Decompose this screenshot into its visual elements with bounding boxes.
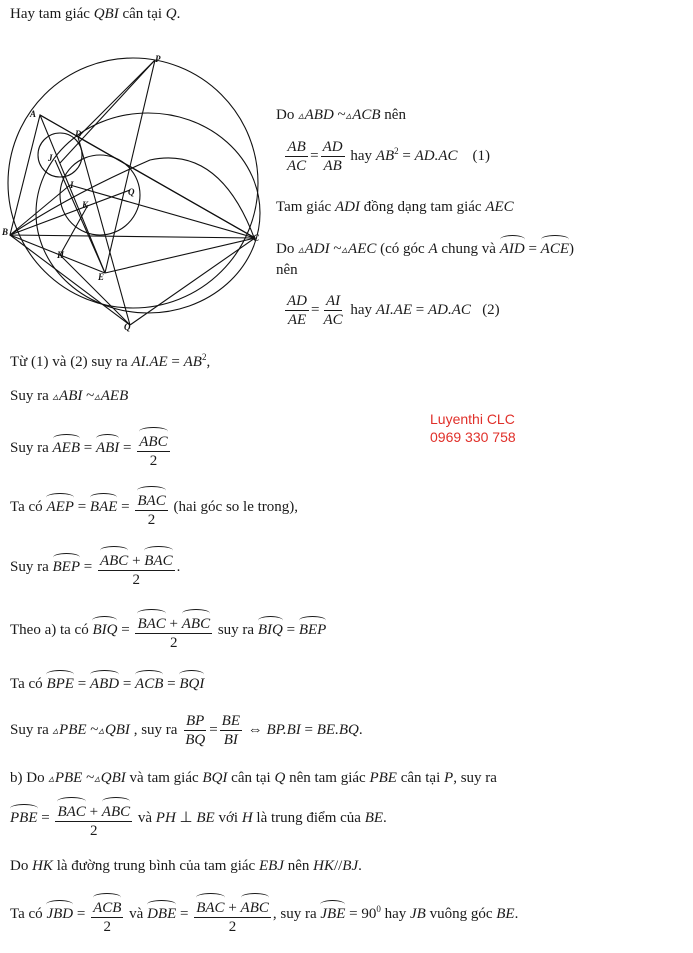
label-C: C (253, 233, 260, 243)
body-line-1: Từ (1) và (2) suy ra $AI.AE = AB^2$, (10, 352, 211, 370)
label-P: P (155, 54, 161, 64)
right-line-4: Do ▵ ADI ~▵ AEC (có góc A chung và AID = ACE) (276, 235, 574, 258)
body-line-12: Ta có JBD = $\frac{\text{ACB}}{2}$ và DBE = $\frac{\text{BAC + ABC}}{2}$ , suy ra JBE = $90^0$ hay JB vuông góc BE. (10, 893, 518, 936)
tag-2: (2) (482, 301, 500, 318)
label-J: J (48, 153, 53, 163)
watermark-phone: 0969 330 758 (430, 429, 516, 445)
body-line-9: b) Do ▵ PBE ~▵ QBI và tam giác BQI cân tại Q nên tam giác PBE cân tại P, suy ra (10, 770, 497, 787)
header-text: Hay tam giác QBI cân tại Q. (10, 6, 181, 22)
label-H: H (57, 250, 65, 260)
tag-1: (1) (472, 147, 491, 164)
label-Q-inner: Q (128, 187, 135, 197)
body-line-7: Ta có BPE = ABD = ACB = BQI (10, 670, 204, 693)
right-line-5: nên (276, 262, 298, 278)
label-E: E (98, 272, 105, 282)
right-line-6: $\frac{AD}{AE}$ = $\frac{AI}{AC}$ hay AI.AE = AD.AC (2) (287, 293, 500, 328)
body-line-11: Do HK là đường trung bình của tam giác EBJ nên HK//BJ. (10, 858, 362, 874)
label-A: A (30, 109, 37, 119)
right-line-1: Do ▵ ABD ~▵ ACB nên (276, 107, 406, 124)
body-line-8: Suy ra ▵ PBE ~▵ QBI , suy ra $\frac{BP}{BQ}$ = $\frac{BE}{BI}$ ⇔ BP.BI = BE.BQ. (10, 712, 363, 749)
body-line-4: Ta có AEP = BAE = $\frac{\text{BAC}}{2}$ (hai góc so le trong), (10, 486, 298, 529)
label-K: K (82, 200, 89, 210)
label-Q-bottom: Q (124, 322, 131, 332)
label-D: D (75, 129, 82, 139)
right-line-2: $\frac{AB}{AC}$ = $\frac{AD}{AB}$ hay $AB^2 = AD.AC$ (1) (287, 139, 491, 174)
right-line-3: Tam giác ADI đồng dạng tam giác AEC (276, 199, 514, 215)
body-line-3: Suy ra AEB = ABI = $\frac{\text{ABC}}{2}$ (10, 427, 172, 470)
body-line-6: Theo a) ta có BIQ = $\frac{\text{BAC + ABC}}{2}$ suy ra BIQ = BEP (10, 609, 326, 652)
watermark-name: Luyenthi CLC (430, 411, 515, 427)
body-line-10: PBE = $\frac{\text{BAC + ABC}}{2}$ và PH ⊥ BE với H là trung điểm của BE. (10, 797, 387, 840)
body-line-2: Suy ra ▵ ABI ~▵ AEB (10, 388, 128, 405)
label-I: I (70, 180, 74, 190)
body-line-5: Suy ra BEP = $\frac{\text{ABC + BAC}}{2}$ . (10, 546, 180, 589)
geometry-figure (0, 45, 275, 335)
label-B: B (2, 227, 9, 237)
